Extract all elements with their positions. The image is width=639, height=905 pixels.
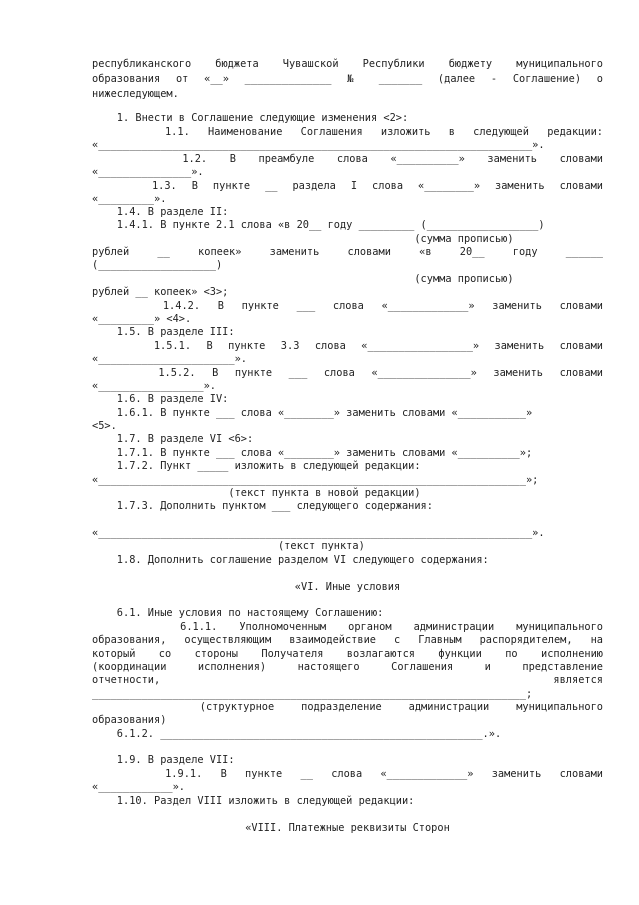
document-line: 1.7. В разделе VI <6>: [92, 433, 254, 445]
document-line: 1.4.1. В пункте 2.1 слова «в 20__ году _________ (__________________) [92, 219, 545, 231]
document-line: ______________________________________________________________________; [92, 688, 533, 700]
document-line: 1. Внести в Соглашение следующие изменения <2>: [92, 112, 409, 124]
document-line: 1.9.1. В пункте __ слова «_____________» заменить словами [92, 768, 603, 780]
document-line: «_________» <4>. [92, 313, 192, 325]
document-line: 1.5.1. В пункте 3.3 слова «_________________» заменить словами [92, 340, 603, 352]
document-line: (___________________) [92, 259, 223, 271]
document-line: «_________________». [92, 380, 216, 392]
document-line: образования) [92, 714, 167, 726]
document-line: 1.2. В преамбуле слова «__________» заменить словами [92, 153, 603, 165]
document-line: рублей __ копеек» заменить словами «в 20__ году ______ [92, 246, 603, 258]
document-line: (текст пункта в новой редакции) [92, 487, 421, 499]
document-line: «______________________». [92, 353, 247, 365]
document-line: образования, осуществляющим взаимодействие с Главным распорядителем, на [92, 634, 603, 646]
document-line: 1.7.2. Пункт _____ изложить в следующей редакции: [92, 460, 421, 472]
document-line: 1.6. В разделе IV: [92, 393, 229, 405]
document-line: 1.4.2. В пункте ___ слова «_____________» заменить словами [92, 300, 603, 312]
document-line: 1.5. В разделе III: [92, 326, 235, 338]
document-line: <5>. [92, 420, 117, 432]
document-line: рублей __ копеек» <3>; [92, 286, 229, 298]
document-line: 1.7.1. В пункте ___ слова «________» заменить словами «__________»; [92, 447, 533, 459]
document-line: 1.6.1. В пункте ___ слова «________» заменить словами «___________» [92, 407, 533, 419]
document-line: 1.5.2. В пункте ___ слова «_______________» заменить словами [92, 367, 603, 379]
document-line: «_______________». [92, 166, 204, 178]
document-line: который со стороны Получателя возлагаются функции по исполнению [92, 648, 603, 660]
document-line: «_____________________________________________________________________»; [92, 474, 539, 486]
document-line: (сумма прописью) [92, 273, 514, 285]
document-line: республиканского бюджета Чувашской Республики бюджету муниципального [92, 58, 603, 70]
document-line: 1.4. В разделе II: [92, 206, 229, 218]
document-line: отчетности, является [92, 674, 603, 686]
document-line: «______________________________________________________________________». [92, 139, 545, 151]
document-line: 6.1.2. ____________________________________________________.». [92, 728, 502, 740]
document-line: 6.1. Иные условия по настоящему Соглашению: [92, 607, 384, 619]
document-line: 1.3. В пункте __ раздела I слова «________» заменить словами [92, 180, 603, 192]
document-line: «VI. Иные условия [294, 581, 401, 593]
document-line: (текст пункта) [92, 540, 365, 552]
document-line: (координации исполнения) настоящего Соглашения и представление [92, 661, 603, 673]
document-line: (структурное подразделение администрации муниципального [92, 701, 603, 713]
document-line: 1.1. Наименование Соглашения изложить в следующей редакции: [92, 126, 603, 138]
document-line: 6.1.1. Уполномоченным органом администрации муниципального [92, 621, 603, 633]
document-line: «_________». [92, 193, 167, 205]
document-line: 1.8. Дополнить соглашение разделом VI следующего содержания: [92, 554, 489, 566]
document-line: (сумма прописью) [92, 233, 514, 245]
document-line: «VIII. Платежные реквизиты Сторон [245, 822, 450, 834]
document-line: образования от «__» ______________ № _______ (далее - Соглашение) о [92, 73, 603, 85]
document-line: 1.9. В разделе VII: [92, 754, 235, 766]
document-line: нижеследующем. [92, 88, 179, 100]
document-line: 1.7.3. Дополнить пунктом ___ следующего содержания: [92, 500, 433, 512]
document-line: «____________». [92, 781, 185, 793]
document-line: «______________________________________________________________________». [92, 527, 545, 539]
document-line: 1.10. Раздел VIII изложить в следующей редакции: [92, 795, 415, 807]
